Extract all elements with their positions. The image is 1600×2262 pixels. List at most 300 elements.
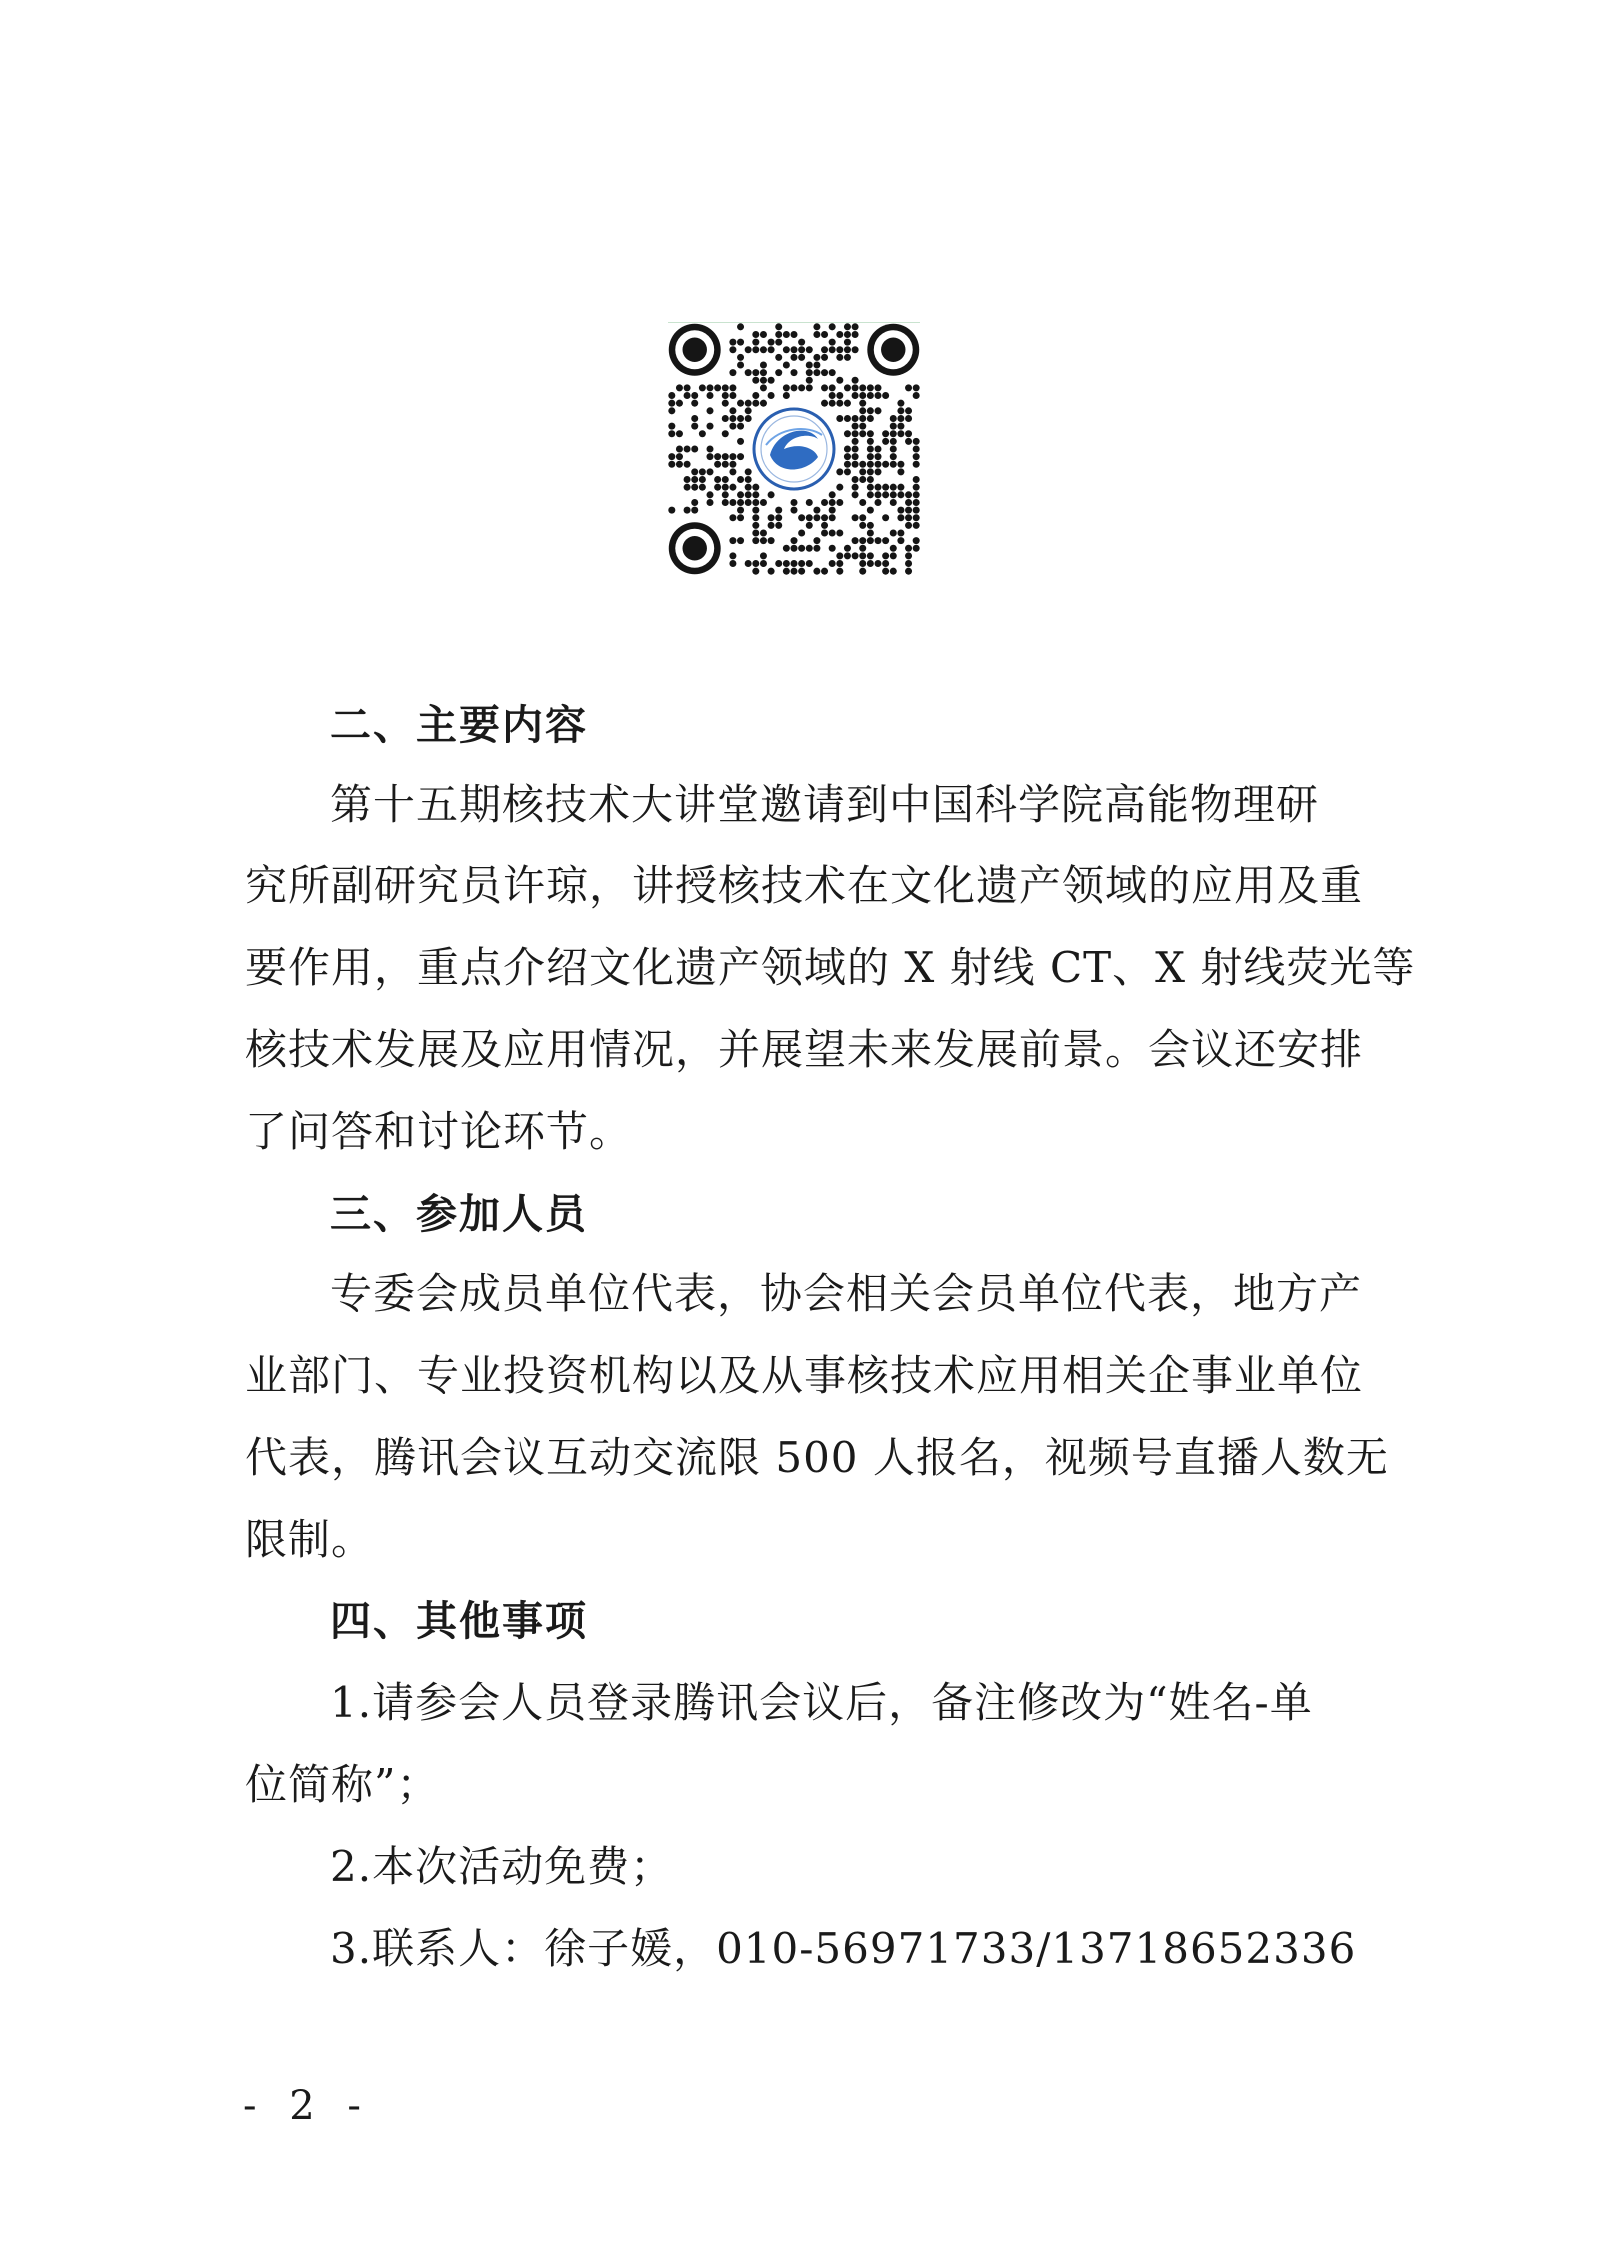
qr-module: [859, 552, 866, 559]
qr-module: [783, 361, 790, 368]
qr-module: [867, 484, 874, 491]
qr-module: [783, 331, 790, 338]
qr-module: [890, 545, 897, 552]
qr-module: [668, 423, 675, 430]
qr-module: [737, 423, 744, 430]
qr-module: [867, 407, 874, 414]
qr-module: [867, 453, 874, 460]
qr-module: [829, 545, 836, 552]
qr-module: [729, 339, 736, 346]
qr-module: [905, 560, 912, 567]
qr-module: [813, 545, 820, 552]
qr-module: [897, 423, 904, 430]
qr-module: [821, 514, 828, 521]
qr-module: [798, 560, 805, 567]
qr-module: [737, 415, 744, 422]
qr-module: [874, 560, 881, 567]
qr-module: [867, 476, 874, 483]
qr-module: [821, 384, 828, 391]
qr-module: [737, 476, 744, 483]
qr-module: [874, 461, 881, 468]
qr-module: [905, 499, 912, 506]
qr-module: [882, 430, 889, 437]
qr-module: [913, 461, 920, 468]
qr-module: [699, 384, 706, 391]
qr-module: [897, 400, 904, 407]
qr-module: [752, 339, 759, 346]
qr-module: [729, 468, 736, 475]
qr-module: [852, 453, 859, 460]
qr-module: [729, 384, 736, 391]
qr-module: [752, 529, 759, 536]
qr-module: [913, 476, 920, 483]
qr-module: [790, 331, 797, 338]
qr-module: [867, 522, 874, 529]
qr-module: [836, 331, 843, 338]
qr-module: [806, 369, 813, 376]
qr-module: [790, 537, 797, 544]
qr-module: [760, 331, 767, 338]
qr-module: [699, 484, 706, 491]
qr-module: [844, 400, 851, 407]
qr-module: [745, 468, 752, 475]
qr-module: [913, 499, 920, 506]
qr-module: [729, 537, 736, 544]
qr-module: [852, 415, 859, 422]
qr-module: [852, 323, 859, 330]
qr-module: [768, 537, 775, 544]
qr-module: [905, 514, 912, 521]
qr-module: [852, 331, 859, 338]
qr-module: [821, 331, 828, 338]
qr-module: [829, 499, 836, 506]
qr-module: [768, 392, 775, 399]
qr-module: [722, 476, 729, 483]
qr-module: [913, 507, 920, 514]
qr-module: [729, 407, 736, 414]
qr-module: [684, 476, 691, 483]
qr-module: [913, 438, 920, 445]
qr-module: [745, 346, 752, 353]
qr-module: [798, 354, 805, 361]
qr-module: [852, 445, 859, 452]
qr-module: [684, 392, 691, 399]
qr-module: [806, 522, 813, 529]
qr-module: [745, 484, 752, 491]
qr-module: [684, 461, 691, 468]
qr-module: [890, 415, 897, 422]
qr-module: [752, 331, 759, 338]
qr-module: [668, 400, 675, 407]
qr-module: [844, 384, 851, 391]
qr-module: [890, 552, 897, 559]
paragraph-line: 究所副研究员许琼，讲授核技术在文化遗产领域的应用及重: [245, 861, 1364, 910]
qr-module: [768, 339, 775, 346]
qr-module: [790, 499, 797, 506]
qr-module: [790, 545, 797, 552]
qr-module: [829, 339, 836, 346]
qr-module: [844, 445, 851, 452]
qr-module: [699, 468, 706, 475]
qr-module: [836, 377, 843, 384]
qr-module: [913, 522, 920, 529]
paragraph-line: 核技术发展及应用情况，并展望未来发展前景。会议还安排: [245, 1025, 1364, 1074]
qr-module: [844, 354, 851, 361]
qr-module: [852, 537, 859, 544]
qr-module: [684, 445, 691, 452]
qr-module: [897, 484, 904, 491]
list-item: 2.本次活动免费；: [330, 1842, 674, 1891]
qr-module: [874, 484, 881, 491]
qr-module: [745, 415, 752, 422]
qr-module: [775, 522, 782, 529]
qr-module: [760, 361, 767, 368]
section-heading-main-content: 二、主要内容: [330, 701, 588, 749]
qr-module: [737, 438, 744, 445]
qr-module: [729, 514, 736, 521]
qr-module: [867, 415, 874, 422]
qr-module: [806, 384, 813, 391]
qr-module: [890, 529, 897, 536]
qr-module: [752, 514, 759, 521]
qr-module: [783, 346, 790, 353]
qr-module: [722, 491, 729, 498]
qr-module: [859, 522, 866, 529]
qr-module: [852, 430, 859, 437]
qr-module: [737, 514, 744, 521]
qr-module: [905, 522, 912, 529]
qr-module: [859, 499, 866, 506]
qr-module: [867, 392, 874, 399]
qr-module: [752, 484, 759, 491]
list-item-continuation: 位简称”；: [245, 1760, 440, 1809]
qr-module: [668, 461, 675, 468]
list-item: 1.请参会人员登录腾讯会议后，备注修改为“姓名-单: [330, 1678, 1313, 1727]
qr-module: [790, 354, 797, 361]
qr-module: [806, 545, 813, 552]
qr-module: [890, 484, 897, 491]
qr-module: [890, 568, 897, 575]
qr-module: [676, 445, 683, 452]
qr-module: [867, 468, 874, 475]
qr-module: [775, 339, 782, 346]
qr-module: [859, 461, 866, 468]
qr-module: [882, 537, 889, 544]
qr-module: [676, 461, 683, 468]
qr-module: [874, 491, 881, 498]
qr-module: [882, 438, 889, 445]
qr-module: [905, 384, 912, 391]
qr-module: [882, 568, 889, 575]
qr-module: [752, 522, 759, 529]
qr-module: [890, 461, 897, 468]
qr-module: [913, 453, 920, 460]
qr-module: [729, 346, 736, 353]
qr-module: [775, 507, 782, 514]
qr-module: [760, 499, 767, 506]
qr-module: [913, 491, 920, 498]
qr-module: [737, 400, 744, 407]
qr-module: [699, 430, 706, 437]
qr-module: [798, 346, 805, 353]
qr-module: [752, 499, 759, 506]
qr-module: [813, 507, 820, 514]
qr-finder-pattern: [683, 536, 707, 560]
qr-module: [913, 384, 920, 391]
qr-module: [821, 400, 828, 407]
qr-module: [897, 507, 904, 514]
qr-module: [874, 407, 881, 414]
qr-module: [783, 384, 790, 391]
qr-module: [859, 476, 866, 483]
qr-module: [874, 537, 881, 544]
qr-module: [684, 484, 691, 491]
qr-module: [737, 354, 744, 361]
qr-module: [905, 430, 912, 437]
section-heading-participants: 三、参加人员: [330, 1190, 588, 1238]
qr-module: [760, 384, 767, 391]
qr-module: [874, 384, 881, 391]
qr-module: [844, 346, 851, 353]
qr-module: [768, 522, 775, 529]
qr-module: [806, 377, 813, 384]
qr-module: [737, 537, 744, 544]
qr-module: [775, 560, 782, 567]
qr-module: [760, 529, 767, 536]
qr-module: [905, 568, 912, 575]
qr-module: [890, 445, 897, 452]
qr-module: [844, 339, 851, 346]
qr-module: [775, 514, 782, 521]
qr-module: [867, 384, 874, 391]
qr-module: [668, 392, 675, 399]
qr-module: [852, 491, 859, 498]
qr-module: [852, 423, 859, 430]
qr-module: [829, 369, 836, 376]
qr-module: [729, 552, 736, 559]
qr-module: [813, 568, 820, 575]
qr-module: [829, 392, 836, 399]
qr-module: [752, 400, 759, 407]
qr-module: [806, 560, 813, 567]
qr-module: [874, 392, 881, 399]
qr-module: [859, 423, 866, 430]
qr-module: [844, 430, 851, 437]
qr-module: [836, 560, 843, 567]
qr-module: [775, 323, 782, 330]
qr-module: [859, 537, 866, 544]
qr-module: [745, 476, 752, 483]
qr-module: [813, 369, 820, 376]
qr-code-image: [668, 323, 920, 575]
qr-module: [829, 529, 836, 536]
qr-module: [836, 552, 843, 559]
qr-module: [706, 392, 713, 399]
qr-module: [852, 346, 859, 353]
qr-module: [905, 407, 912, 414]
qr-module: [798, 384, 805, 391]
qr-module: [760, 346, 767, 353]
qr-module: [897, 430, 904, 437]
qr-module: [844, 453, 851, 460]
qr-module: [867, 445, 874, 452]
qr-module: [852, 392, 859, 399]
paragraph-line: 代表，腾讯会议互动交流限 500 人报名，视频号直播人数无: [245, 1433, 1389, 1482]
paragraph-line: 限制。: [245, 1515, 375, 1564]
qr-module: [859, 415, 866, 422]
qr-module: [729, 461, 736, 468]
qr-module: [745, 407, 752, 414]
qr-module: [691, 392, 698, 399]
qr-module: [882, 560, 889, 567]
qr-module: [913, 484, 920, 491]
qr-module: [775, 369, 782, 376]
qr-module: [829, 400, 836, 407]
qr-module: [859, 468, 866, 475]
qr-module: [752, 346, 759, 353]
qr-module: [897, 415, 904, 422]
qr-module: [706, 423, 713, 430]
qr-module: [836, 468, 843, 475]
qr-module: [668, 407, 675, 414]
qr-module: [775, 331, 782, 338]
qr-module: [844, 552, 851, 559]
qr-module: [882, 514, 889, 521]
qr-module: [737, 323, 744, 330]
qr-module: [668, 430, 675, 437]
qr-module: [737, 491, 744, 498]
qr-module: [729, 423, 736, 430]
qr-module: [684, 507, 691, 514]
qr-module: [752, 491, 759, 498]
qr-module: [890, 491, 897, 498]
qr-finder-pattern: [683, 338, 707, 362]
qr-module: [913, 514, 920, 521]
qr-module: [722, 499, 729, 506]
qr-module: [874, 445, 881, 452]
qr-module: [859, 430, 866, 437]
qr-module: [836, 568, 843, 575]
qr-module: [867, 552, 874, 559]
qr-module: [760, 377, 767, 384]
qr-module: [836, 499, 843, 506]
qr-module: [737, 339, 744, 346]
qr-module: [897, 468, 904, 475]
qr-module: [829, 346, 836, 353]
qr-module: [691, 445, 698, 452]
qr-module: [737, 499, 744, 506]
qr-module: [691, 423, 698, 430]
qr-module: [798, 545, 805, 552]
qr-module: [752, 377, 759, 384]
qr-module: [737, 507, 744, 514]
paragraph-line: 专委会成员单位代表，协会相关会员单位代表，地方产: [330, 1269, 1363, 1318]
paragraph-line: 业部门、专业投资机构以及从事核技术应用相关企事业单位: [245, 1351, 1364, 1400]
page-number: - 2 -: [243, 2083, 371, 2129]
qr-module: [706, 384, 713, 391]
qr-module: [798, 529, 805, 536]
qr-module: [706, 468, 713, 475]
qr-module: [844, 545, 851, 552]
qr-module: [798, 514, 805, 521]
qr-module: [897, 491, 904, 498]
qr-module: [714, 461, 721, 468]
qr-module: [722, 400, 729, 407]
qr-module: [813, 331, 820, 338]
qr-module: [745, 400, 752, 407]
qr-module: [852, 438, 859, 445]
qr-module: [722, 453, 729, 460]
qr-module: [913, 445, 920, 452]
qr-module: [821, 499, 828, 506]
qr-module: [813, 361, 820, 368]
qr-module: [829, 514, 836, 521]
qr-module: [737, 361, 744, 368]
paragraph-line: 要作用，重点介绍文化遗产领域的 X 射线 CT、X 射线荧光等: [245, 943, 1416, 992]
qr-module: [752, 537, 759, 544]
qr-module: [706, 453, 713, 460]
qr-module: [852, 552, 859, 559]
qr-module: [783, 560, 790, 567]
qr-module: [874, 499, 881, 506]
qr-module: [714, 476, 721, 483]
qr-module: [874, 453, 881, 460]
qr-module: [806, 346, 813, 353]
qr-module: [798, 568, 805, 575]
qr-module: [722, 484, 729, 491]
qr-module: [844, 323, 851, 330]
qr-module: [768, 568, 775, 575]
qr-module: [813, 514, 820, 521]
qr-module: [790, 507, 797, 514]
qr-module: [836, 392, 843, 399]
qr-module: [691, 507, 698, 514]
qr-module: [859, 384, 866, 391]
qr-module: [745, 369, 752, 376]
qr-module: [829, 507, 836, 514]
qr-module: [913, 392, 920, 399]
paragraph-line: 了问答和讨论环节。: [245, 1107, 633, 1156]
qr-module: [760, 400, 767, 407]
qr-module: [729, 499, 736, 506]
qr-module: [813, 323, 820, 330]
qr-module: [752, 568, 759, 575]
qr-module: [867, 491, 874, 498]
qr-module: [729, 560, 736, 567]
qr-module: [752, 392, 759, 399]
qr-module: [806, 514, 813, 521]
qr-module: [913, 537, 920, 544]
qr-module: [722, 461, 729, 468]
qr-module: [897, 537, 904, 544]
qr-module: [905, 507, 912, 514]
qr-module: [844, 468, 851, 475]
qr-module: [729, 415, 736, 422]
qr-module: [890, 453, 897, 460]
qr-module: [852, 476, 859, 483]
qr-module: [821, 529, 828, 536]
qr-module: [691, 484, 698, 491]
qr-module: [691, 476, 698, 483]
qr-module: [691, 468, 698, 475]
qr-module: [706, 407, 713, 414]
qr-module: [844, 415, 851, 422]
qr-module: [714, 384, 721, 391]
qr-module: [813, 354, 820, 361]
qr-module: [852, 514, 859, 521]
qr-module: [852, 484, 859, 491]
qr-module: [676, 453, 683, 460]
